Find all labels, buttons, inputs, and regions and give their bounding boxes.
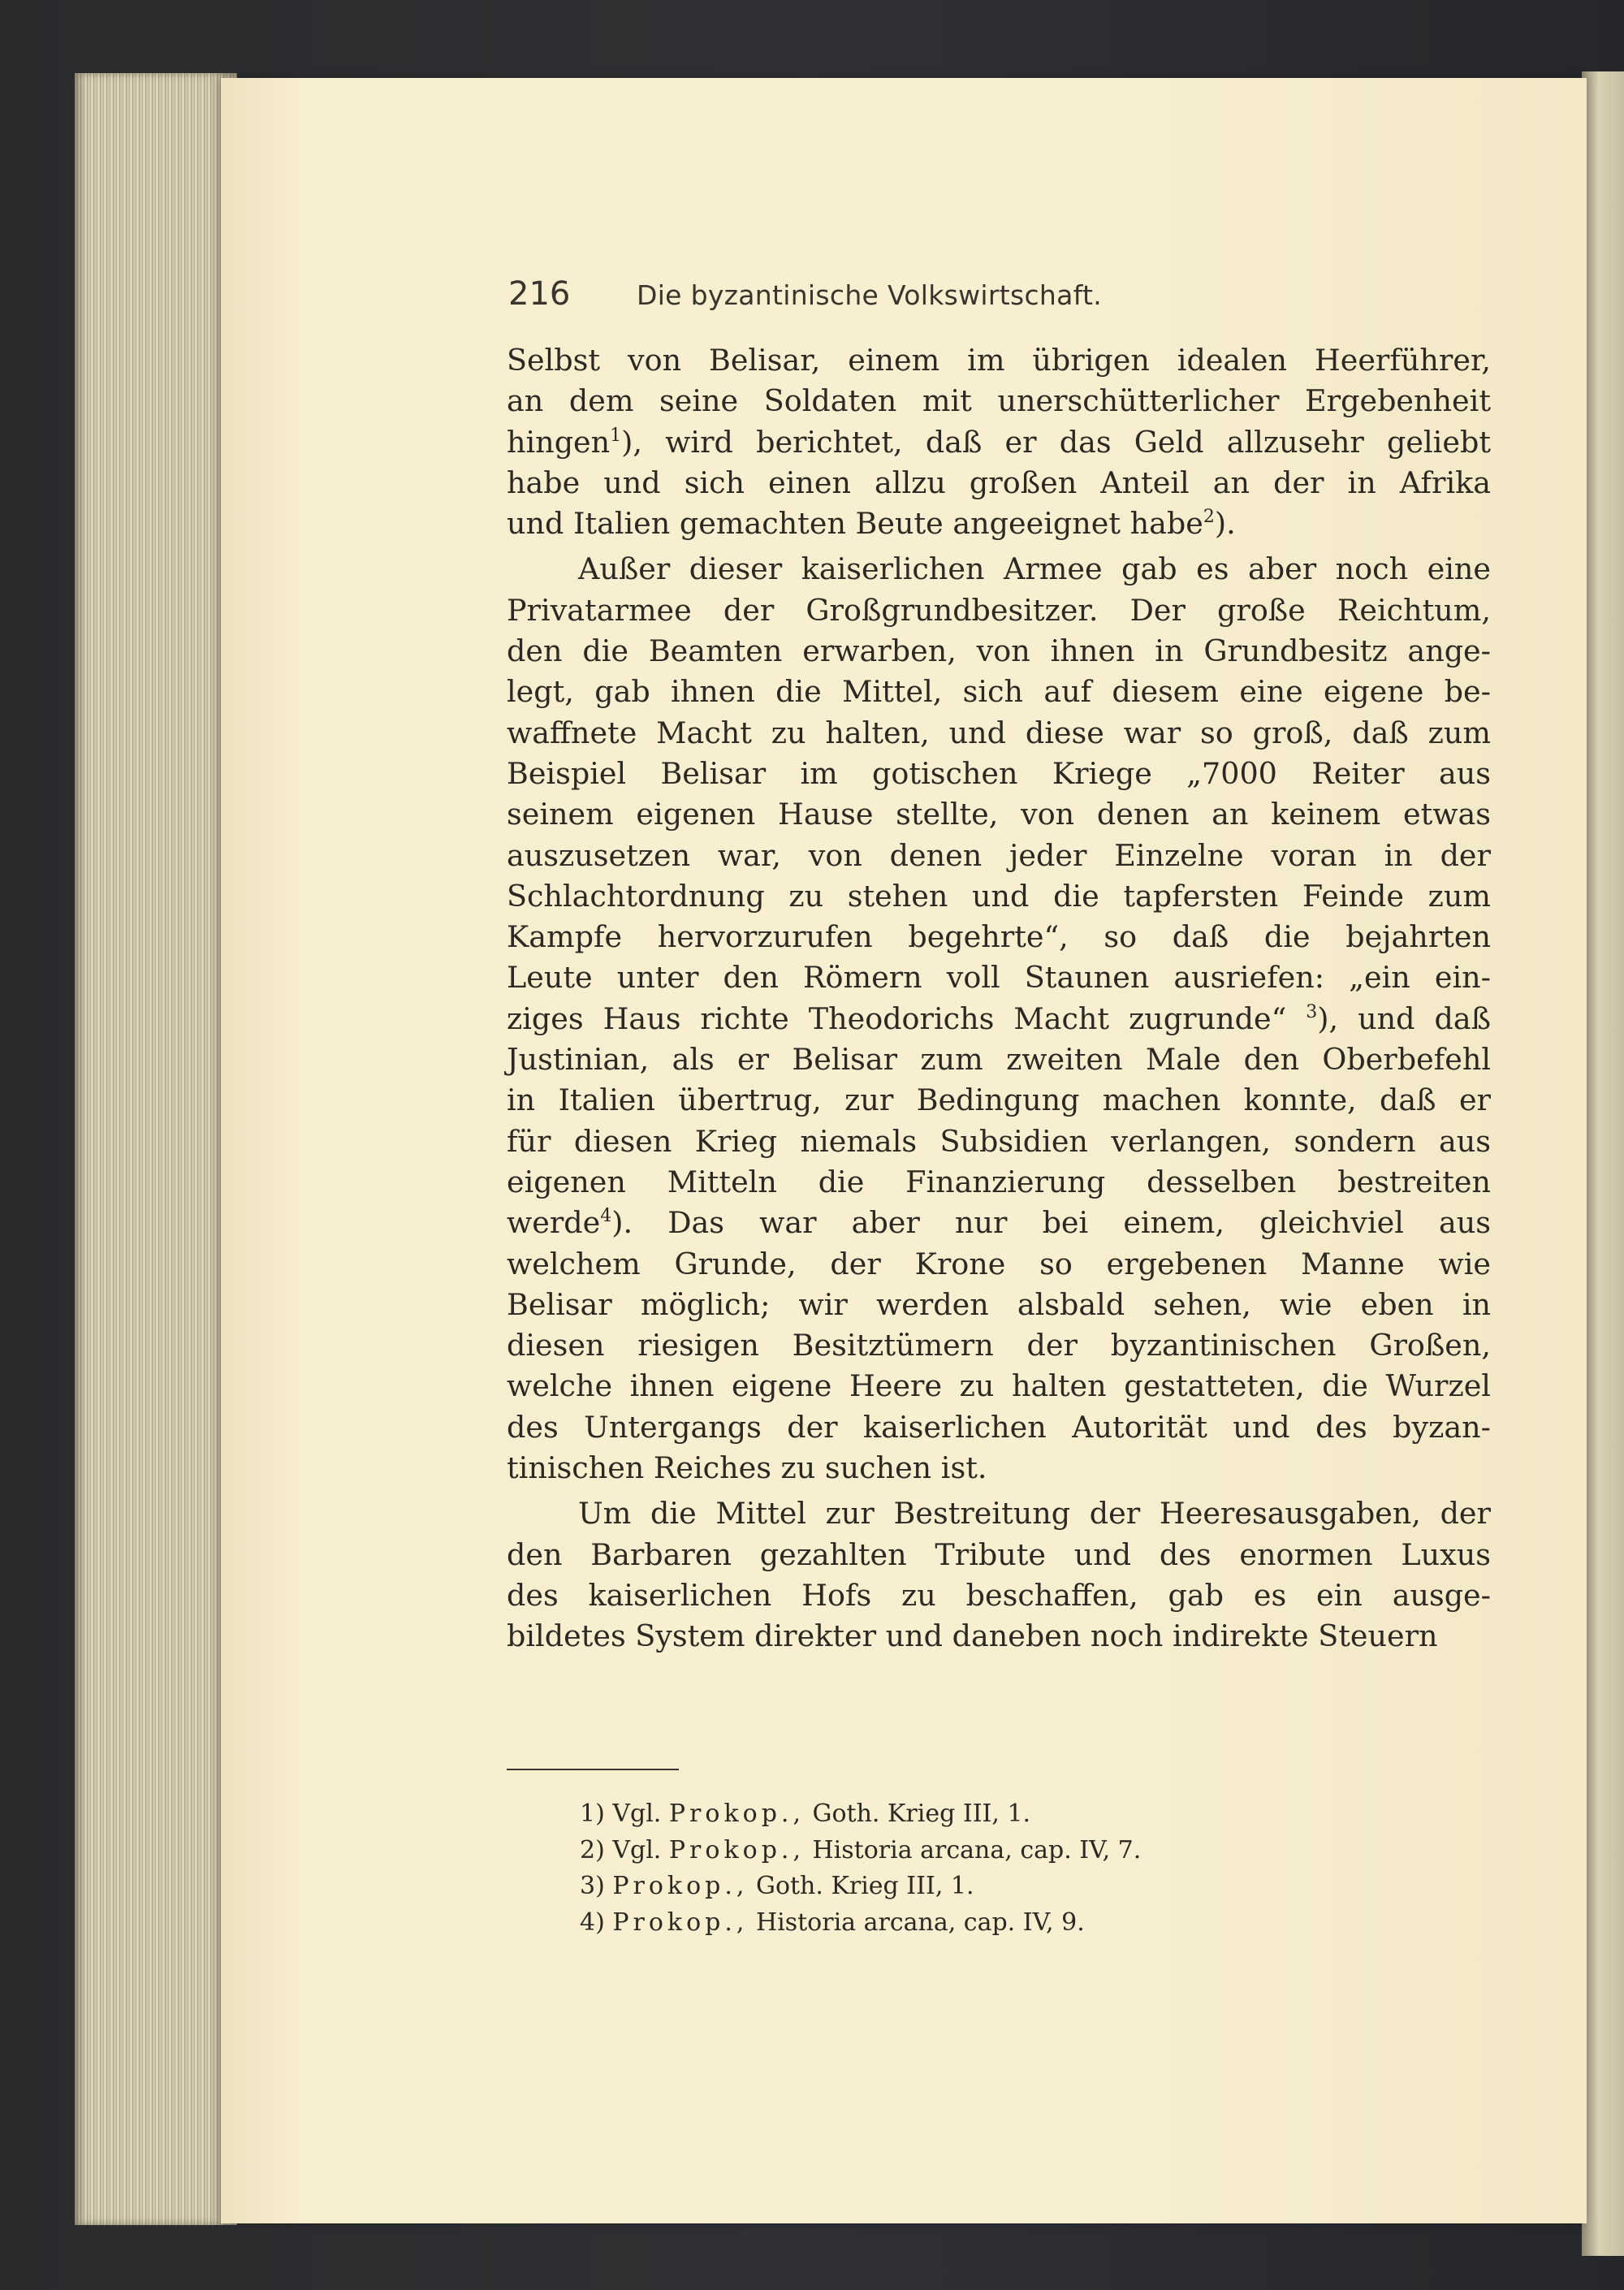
text-line <box>507 503 1491 544</box>
footnote-author: Prokop., <box>612 1872 749 1900</box>
book-right-edge <box>1582 71 1624 2256</box>
text-line: Außer dieser kaiserlichen Armee gab es aber noch eine <box>578 551 1491 587</box>
paragraph <box>507 549 1491 1488</box>
text-line: in Italien übertrug, zur Bedingung machen konnte, daß er <box>507 1082 1491 1118</box>
footnote-number: 4) <box>580 1908 613 1937</box>
text-line: tinischen Reiches zu suchen ist. <box>507 1450 987 1486</box>
footnote-author: Prokop., <box>668 1800 805 1828</box>
text-line: Justinian, als er Belisar zum zweiten Male den Oberbefehl <box>507 1042 1491 1078</box>
text-segment: und Italien gemachten Beute angeeignet habe <box>507 506 1203 542</box>
footnote-author: Prokop., <box>612 1908 749 1937</box>
text-segment: werde <box>507 1205 601 1241</box>
text-segment: ), wird berichtet, daß er das Geld allzusehr geliebt <box>621 424 1491 460</box>
footnotes <box>580 1796 1473 1941</box>
running-head <box>508 270 1507 318</box>
text-line: an dem seine Soldaten mit unerschütterlicher Ergebenheit <box>507 383 1491 419</box>
footnote-prefix: Vgl. <box>612 1835 669 1864</box>
footnote <box>580 1833 1473 1869</box>
text-line: diesen riesigen Besitztümern der byzantinischen Großen, <box>507 1328 1491 1363</box>
text-line <box>507 422 1491 463</box>
text-segment: hingen <box>507 424 611 460</box>
text-line: Kampfe hervorzurufen begehrte“, so daß die bejahrten <box>507 919 1491 955</box>
footnote-author: Prokop., <box>668 1835 805 1864</box>
footnote-marker: 4 <box>600 1206 612 1227</box>
text-line <box>507 999 1491 1039</box>
text-segment: ). Das war aber nur bei einem, gleichviel aus <box>611 1205 1491 1241</box>
footnote-number: 1) <box>580 1800 613 1828</box>
text-line: Um die Mittel zur Bestreitung der Heeresausgaben, der <box>578 1496 1491 1532</box>
footnote <box>580 1796 1473 1833</box>
text-line: Belisar möglich; wir werden alsbald sehen, wie eben in <box>507 1286 1491 1322</box>
text-line: Schlachtordnung zu stehen und die tapfersten Feinde zum <box>507 878 1491 914</box>
text-line: den die Beamten erwarben, von ihnen in Grundbesitz ange- <box>507 633 1491 669</box>
text-line: für diesen Krieg niemals Subsidien verlangen, sondern aus <box>507 1123 1491 1159</box>
page-edges-stack <box>75 73 237 2225</box>
footnote <box>580 1905 1473 1942</box>
footnote-reference: Goth. Krieg III, 1. <box>748 1872 974 1900</box>
footnote-marker: 3 <box>1306 1001 1318 1022</box>
text-line: des kaiserlichen Hofs zu beschaffen, gab es ein ausge- <box>507 1577 1491 1613</box>
text-line: habe und sich einen allzu großen Anteil an der in Afrika <box>507 464 1491 500</box>
page-content <box>221 78 1587 2223</box>
paragraph <box>507 340 1491 544</box>
text-line: Selbst von Belisar, einem im übrigen idealen Heerführer, <box>507 343 1491 378</box>
text-segment: ). <box>1214 506 1236 542</box>
text-line: waffnete Macht zu halten, und diese war so groß, daß zum <box>507 715 1491 750</box>
footnote-marker: 1 <box>610 425 622 446</box>
footnote-reference: Historia arcana, cap. IV, 9. <box>748 1908 1085 1937</box>
text-line: eigenen Mitteln die Finanzierung desselben bestreiten <box>507 1164 1491 1199</box>
text-line: Beispiel Belisar im gotischen Kriege „7000 Reiter aus <box>507 755 1491 791</box>
footnote-marker: 2 <box>1203 507 1215 528</box>
book-page <box>221 78 1587 2223</box>
footnote-reference: Historia arcana, cap. IV, 7. <box>804 1835 1142 1864</box>
text-line: Privatarmee der Großgrundbesitzer. Der große Reichtum, <box>507 592 1491 628</box>
text-line: des Untergangs der kaiserlichen Autorität und des byzan- <box>507 1409 1491 1445</box>
text-segment: ), und daß <box>1317 1000 1491 1036</box>
text-line: Leute unter den Römern voll Staunen ausriefen: „ein ein- <box>507 960 1491 996</box>
paragraph <box>507 1493 1491 1657</box>
footnote-rule <box>507 1769 679 1770</box>
footnote-number: 2) <box>580 1835 613 1864</box>
text-line: den Barbaren gezahlten Tribute und des enormen Luxus <box>507 1536 1491 1572</box>
footnote-number: 3) <box>580 1872 613 1900</box>
text-line: auszusetzen war, von denen jeder Einzelne voran in der <box>507 837 1491 873</box>
text-line: welchem Grunde, der Krone so ergebenen Manne wie <box>507 1246 1491 1281</box>
text-line <box>507 1203 1491 1243</box>
footnote-reference: Goth. Krieg III, 1. <box>804 1800 1031 1828</box>
text-line: seinem eigenen Hause stellte, von denen an keinem etwas <box>507 797 1491 832</box>
text-segment: ziges Haus richte Theodorichs Macht zugrunde“ <box>507 1000 1307 1036</box>
running-title: Die byzantinische Volkswirtschaft. <box>637 279 1103 311</box>
body-text <box>507 340 1491 1657</box>
footnote <box>580 1869 1473 1905</box>
page-number: 216 <box>508 275 571 313</box>
text-line: bildetes System direkter und daneben noch indirekte Steuern <box>507 1618 1438 1654</box>
footnote-prefix: Vgl. <box>612 1800 669 1828</box>
text-line: legt, gab ihnen die Mittel, sich auf diesem eine eigene be- <box>507 674 1491 710</box>
text-line: welche ihnen eigene Heere zu halten gestatteten, die Wurzel <box>507 1368 1491 1404</box>
